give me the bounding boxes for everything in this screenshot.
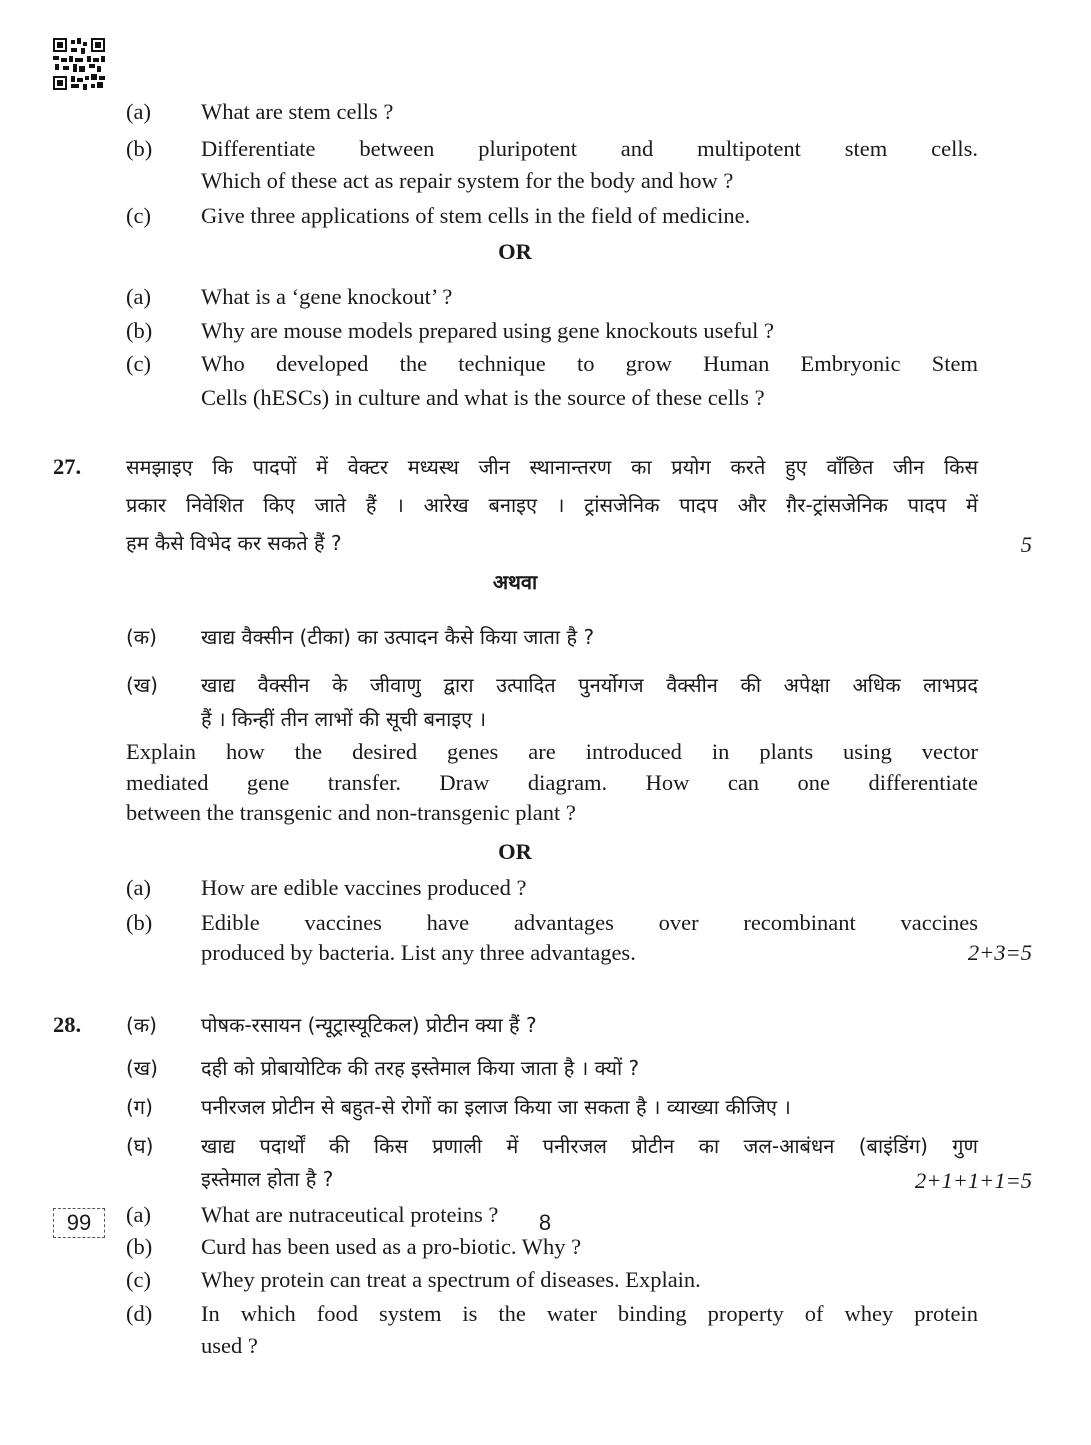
q27-hindi-line3: हम कैसे विभेद कर सकते हैं ? — [126, 531, 342, 555]
q26-or-a-label: (a) — [126, 284, 151, 309]
q28-a-text: What are nutraceutical proteins ? — [201, 1202, 499, 1227]
q28-gha-text-line2: इस्तेमाल होता है ? — [201, 1167, 334, 1191]
paper-code-box: 99 — [53, 1208, 105, 1238]
q28-c-label: (c) — [126, 1267, 151, 1292]
q26-or-c-label: (c) — [126, 351, 151, 376]
q28-d-text-line1: In which food system is the water binding property of whey protein — [201, 1301, 978, 1326]
q27-hindi-line1: समझाइए कि पादपों में वेक्टर मध्यस्थ जीन स्थानान्तरण का प्रयोग करते हुए वाँछित जीन किस — [126, 455, 978, 479]
q26-or-c-text-line1: Who developed the technique to grow Human Embryonic Stem — [201, 351, 978, 376]
q27-hindi-kha-text-line1: खाद्य वैक्सीन के जीवाणु द्वारा उत्पादित पुनर्योगज वैक्सीन की अपेक्षा अधिक लाभप्रद — [201, 673, 978, 697]
q27-english-line1: Explain how the desired genes are introduced in plants using vector — [126, 739, 978, 764]
q27-hindi-kha-label: (ख) — [126, 673, 158, 697]
q28-c-text: Whey protein can treat a spectrum of diseases. Explain. — [201, 1267, 701, 1292]
q27-hindi-kha-text-line2: हैं । किन्हीं तीन लाभों की सूची बनाइए । — [201, 707, 487, 731]
q28-gha-label: (घ) — [126, 1134, 154, 1158]
q27-hindi-line2: प्रकार निवेशित किए जाते हैं । आरेख बनाइए । ट्रांसजेनिक पादप और ग़ैर-ट्रांसजेनिक पादप में — [126, 493, 978, 517]
q27-athva-heading: अथवा — [492, 570, 538, 594]
q27-or-a-text: How are edible vaccines produced ? — [201, 875, 527, 900]
page-number: 8 — [538, 1210, 552, 1235]
q28-number: 28. — [53, 1012, 82, 1037]
q27-number: 27. — [53, 454, 82, 479]
q26-c-text: Give three applications of stem cells in the field of medicine. — [201, 203, 751, 228]
q26-b-text-line2: Which of these act as repair system for the body and how ? — [201, 168, 734, 193]
q27-or-heading: OR — [498, 839, 532, 864]
q27-or-b-text-line1: Edible vaccines have advantages over recombinant vaccines — [201, 910, 978, 935]
q28-marks: 2+1+1+1=5 — [915, 1168, 1032, 1193]
q26-or-a-text: What is a ‘gene knockout’ ? — [201, 284, 453, 309]
q26-or-b-label: (b) — [126, 318, 153, 343]
q27-hindi-ka-text: खाद्य वैक्सीन (टीका) का उत्पादन कैसे किया जाता है ? — [201, 625, 595, 649]
q28-d-label: (d) — [126, 1301, 153, 1326]
q27-english-line3: between the transgenic and non-transgenic plant ? — [126, 800, 576, 825]
q28-d-text-line2: used ? — [201, 1333, 258, 1358]
q27-or-a-label: (a) — [126, 875, 151, 900]
q26-or-heading: OR — [498, 239, 532, 264]
q27-hindi-ka-label: (क) — [126, 625, 157, 649]
q28-kha-label: (ख) — [126, 1056, 158, 1080]
q27-english-line2: mediated gene transfer. Draw diagram. How can one differentiate — [126, 770, 978, 795]
q27-or-b-label: (b) — [126, 910, 153, 935]
q27-or-marks: 2+3=5 — [967, 940, 1032, 965]
q27-or-b-text-line2: produced by bacteria. List any three advantages. — [201, 940, 636, 965]
q28-kha-text: दही को प्रोबायोटिक की तरह इस्तेमाल किया जाता है । क्यों ? — [201, 1056, 640, 1080]
q26-b-label: (b) — [126, 136, 153, 161]
q26-b-text-line1: Differentiate between pluripotent and multipotent stem cells. — [201, 136, 978, 161]
q26-a-label: (a) — [126, 99, 151, 124]
q26-or-b-text: Why are mouse models prepared using gene knockouts useful ? — [201, 318, 774, 343]
q28-gha-text-line1: खाद्य पदार्थों की किस प्रणाली में पनीरजल प्रोटीन का जल-आबंधन (बाइंडिंग) गुण — [201, 1134, 978, 1158]
q27-marks: 5 — [1020, 532, 1032, 557]
qr-code-icon — [53, 38, 105, 90]
q26-c-label: (c) — [126, 203, 151, 228]
q26-or-c-text-line2: Cells (hESCs) in culture and what is the source of these cells ? — [201, 385, 765, 410]
q28-ka-label: (क) — [126, 1013, 157, 1037]
q28-ga-text: पनीरजल प्रोटीन से बहुत-से रोगों का इलाज किया जा सकता है । व्याख्या कीजिए । — [201, 1095, 791, 1119]
q28-b-text: Curd has been used as a pro-biotic. Why ? — [201, 1234, 582, 1259]
q28-b-label: (b) — [126, 1234, 153, 1259]
q26-a-text: What are stem cells ? — [201, 99, 394, 124]
q28-ga-label: (ग) — [126, 1095, 153, 1119]
q28-ka-text: पोषक-रसायन (न्यूट्रास्यूटिकल) प्रोटीन क्या हैं ? — [201, 1013, 537, 1037]
q28-a-label: (a) — [126, 1202, 151, 1227]
